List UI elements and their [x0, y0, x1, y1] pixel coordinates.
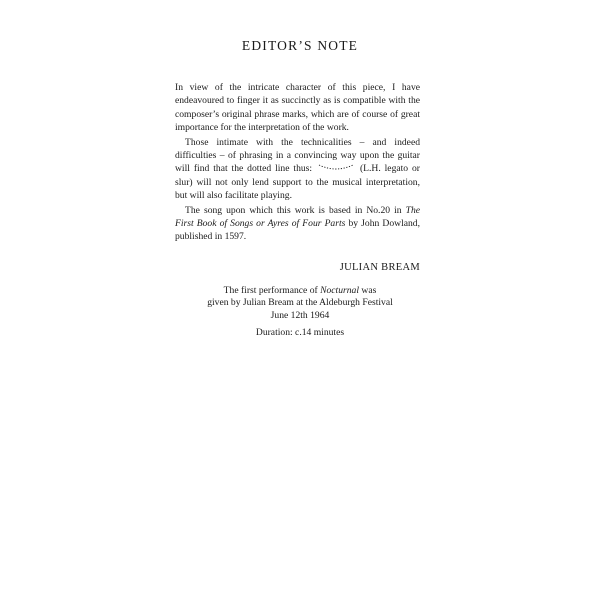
source-text-after: by John Dowland, published in 1597. [175, 218, 420, 243]
paragraph-intro: In view of the intricate character of this piece, I have endeavoured to finger it as succinctly as is compatible with the composer’s original phrase marks, which are of course of great importance for the interpretation of the work. [175, 82, 420, 134]
paragraph-source [175, 204, 420, 244]
dotted-slur-icon [316, 163, 356, 172]
performance-line-2: given by Julian Bream at the Aldeburgh Festival [207, 297, 393, 309]
work-title: Nocturnal [320, 285, 360, 296]
performance-date: June 12th 1964 [270, 309, 330, 321]
signature: JULIAN BREAM [339, 262, 420, 273]
performance-line-1-before: The first performance of [223, 285, 318, 296]
phrasing-text-before: Those intimate with the technicalities – and indeed difficulties – of phrasing in a convincing way upon the guitar will find that the dotted line thus: [175, 136, 420, 175]
duration: Duration: c.14 minutes [255, 327, 345, 339]
performance-note [0, 285, 600, 340]
performance-line-1-after: was [361, 285, 377, 296]
performance-line-1 [0, 285, 600, 297]
phrasing-text-after: (L.H. legato or slur) will not only lend support to the musical interpretation, but will also facilitate playing. [175, 163, 421, 202]
source-book-title: The First Book of Songs or Ayres of Four Parts [175, 204, 420, 230]
page-title: EDITOR’S NOTE [241, 38, 359, 53]
source-text-before: The song upon which this work is based in No.20 in [185, 204, 402, 216]
paragraph-phrasing [175, 136, 420, 203]
editors-note-body [175, 81, 420, 244]
